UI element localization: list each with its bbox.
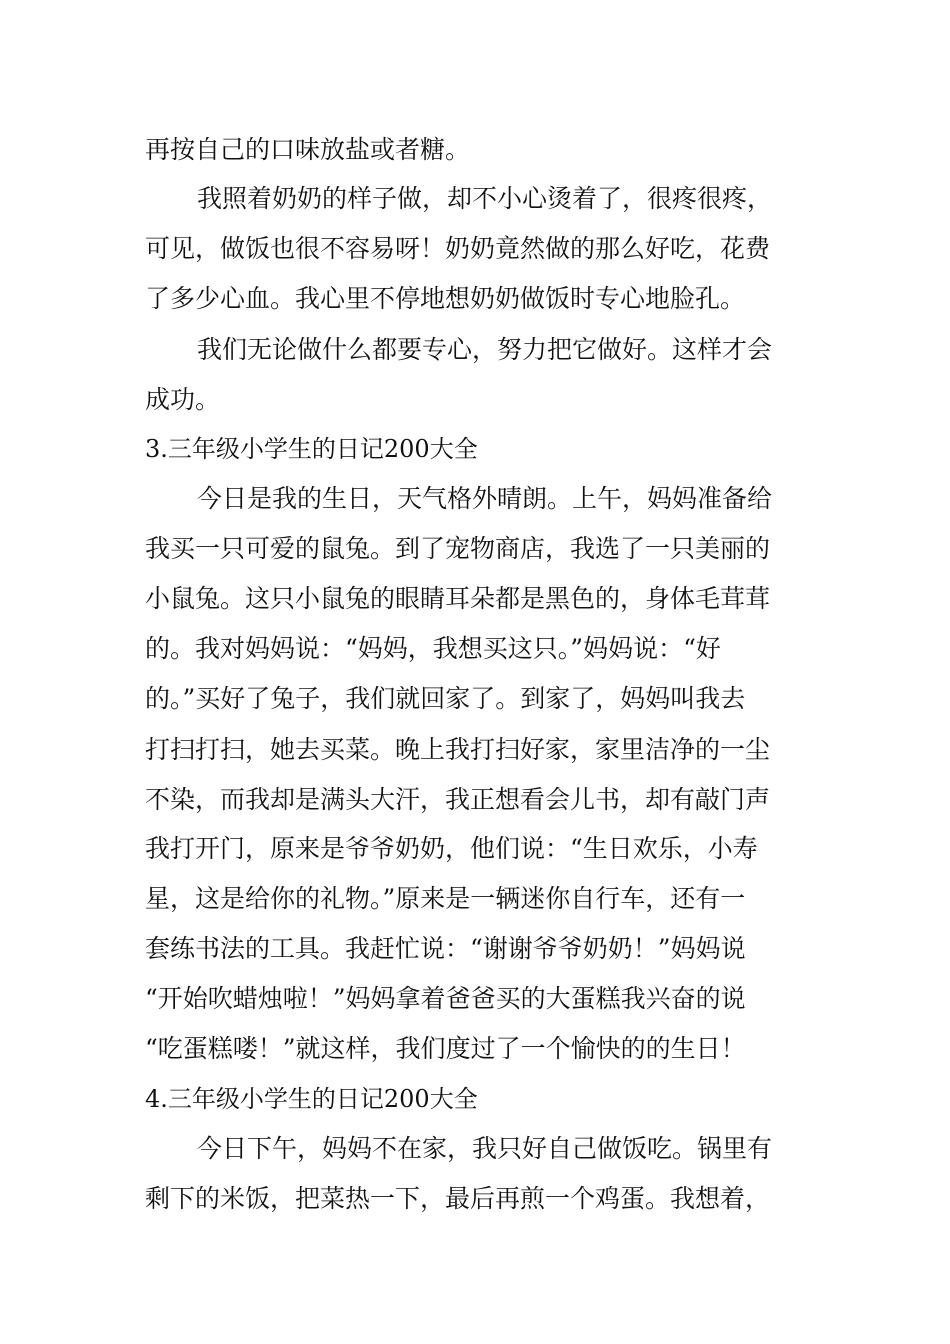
paragraph-line: 剩下的米饭，把菜热一下，最后再煎一个鸡蛋。我想着， xyxy=(145,1184,771,1213)
paragraph-line: 我们无论做什么都要专心，努力把它做好。这样才会 xyxy=(197,335,773,364)
paragraph-line: 的。”买好了兔子，我们就回家了。到家了，妈妈叫我去 xyxy=(145,684,746,713)
section-heading: 3.三年级小学生的日记200大全 xyxy=(145,435,478,463)
paragraph-line: 我打开门，原来是爷爷奶奶，他们说：“生日欢乐，小寿 xyxy=(145,834,758,863)
paragraph-line: 可见，做饭也很不容易呀！奶奶竟然做的那么好吃，花费 xyxy=(145,234,771,263)
paragraph-line: 不染，而我却是满头大汗，我正想看会儿书，却有敲门声 xyxy=(145,785,771,814)
paragraph-line: 的。我对妈妈说：“妈妈，我想买这只。”妈妈说：“好 xyxy=(145,634,721,663)
section-heading: 4.三年级小学生的日记200大全 xyxy=(145,1085,478,1113)
paragraph-line: 再按自己的口味放盐或者糖。 xyxy=(145,135,471,164)
paragraph-line: 打扫打扫，她去买菜。晚上我打扫好家，家里洁净的一尘 xyxy=(145,735,771,764)
paragraph-line: 今日下午，妈妈不在家，我只好自己做饭吃。锅里有 xyxy=(197,1134,773,1163)
paragraph-line: 成功。 xyxy=(145,385,221,414)
paragraph-line: 我买一只可爱的鼠兔。到了宠物商店，我选了一只美丽的 xyxy=(145,534,771,563)
paragraph-line: 小鼠兔。这只小鼠兔的眼睛耳朵都是黑色的，身体毛茸茸 xyxy=(145,584,771,613)
paragraph-line: 今日是我的生日，天气格外晴朗。上午，妈妈准备给 xyxy=(197,484,773,513)
paragraph-line: “吃蛋糕喽！”就这样，我们度过了一个愉快的的生日！ xyxy=(145,1034,746,1063)
paragraph-line: 了多少心血。我心里不停地想奶奶做饭时专心地脸孔。 xyxy=(145,284,746,313)
paragraph-line: “开始吹蜡烛啦！”妈妈拿着爸爸买的大蛋糕我兴奋的说 xyxy=(145,984,746,1013)
paragraph-line: 星，这是给你的礼物。”原来是一辆迷你自行车，还有一 xyxy=(145,884,746,913)
paragraph-line: 我照着奶奶的样子做，却不小心烫着了，很疼很疼， xyxy=(197,184,773,213)
paragraph-line: 套练书法的工具。我赶忙说：“谢谢爷爷奶奶！”妈妈说 xyxy=(145,934,746,963)
